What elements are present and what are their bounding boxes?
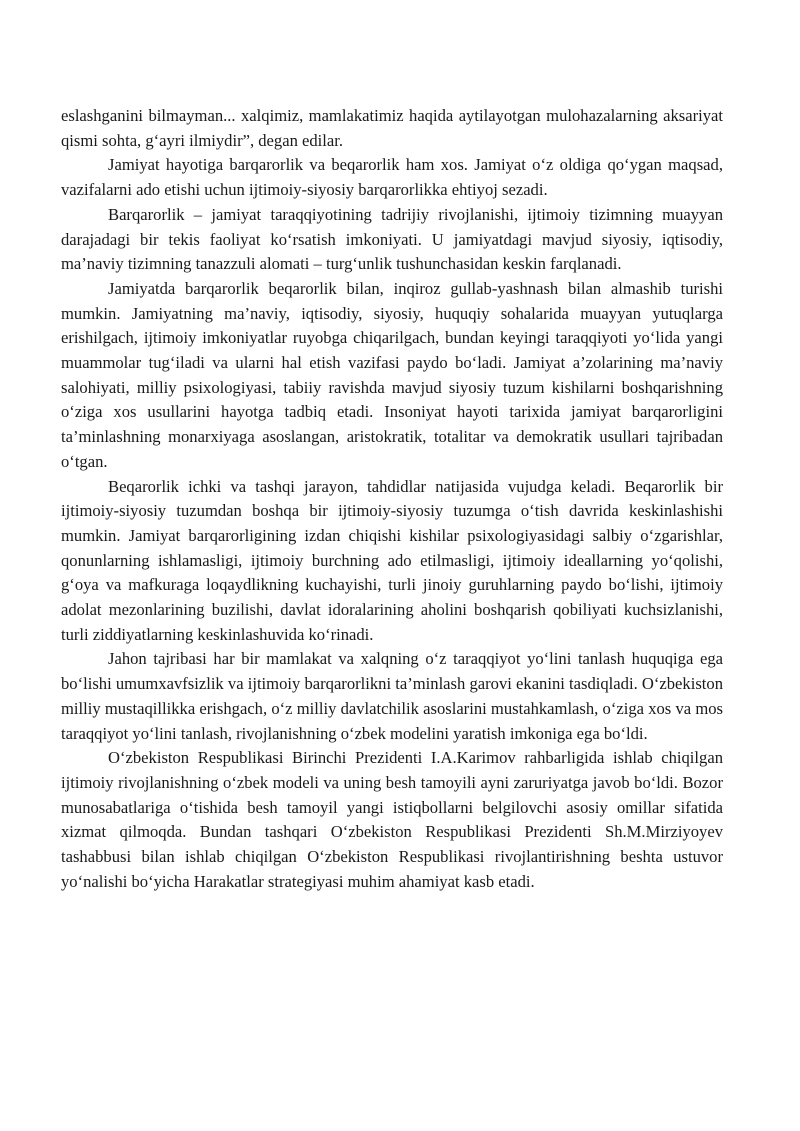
paragraph: O‘zbekiston Respublikasi Birinchi Prezidenti I.A.Karimov rahbarligida ishlab chiqilgan ijtimoiy rivojlanishning o‘zbek modeli va uning besh tamoyili ayni zaruriyatga javob bo‘ldi. Bozor munosabatlariga o‘tishida besh tamoyil yangi istiqbollarni belgilovchi asosiy omillar sifatida xizmat qilmoqda. Bundan tashqari O‘zbekiston Respublikasi Prezidenti Sh.M.Mirziyoyev tashabbusi bilan ishlab chiqilgan O‘zbekiston Respublikasi rivojlantirishning beshta ustuvor yo‘nalishi bo‘yicha Harakatlar strategiyasi muhim ahamiyat kasb etadi. [61,748,723,891]
document-page [61,104,723,895]
paragraph: Barqarorlik – jamiyat taraqqiyotining tadrijiy rivojlanishi, ijtimoiy tizimning muayyan darajadagi bir tekis faoliyat ko‘rsatish imkoniyati. U jamiyatdagi mavjud siyosiy, iqtisodiy, ma’naviy tizimning tanazzuli alomati – turg‘unlik tushunchasidan keskin farqlanadi. [61,204,723,274]
paragraph: Jamiyatda barqarorlik beqarorlik bilan, inqiroz gullab-yashnash bilan almashib turishi mumkin. Jamiyatning ma’naviy, iqtisodiy, siyosiy, huquqiy sohalarida muayyan yutuqlarga erishilgach, ijtimoiy imkoniyatlar ruyobga chiqarilgach, bundan keyingi taraqqiyoti yo‘lida yangi muammolar tug‘iladi va ularni hal etish vazifasi paydo bo‘ladi. Jamiyat a’zolarining ma’naviy salohiyati, milliy psixologiyasi, tabiiy ravishda mavjud siyosiy tuzum kishilarni boshqarishning o‘ziga xos usullarini hayotga tadbiq etadi. Insoniyat hayoti tarixida jamiyat barqarorligini ta’minlashning monarxiyaga asoslangan, aristokratik, totalitar va demokratik usullari tajribadan o‘tgan. [61,278,723,471]
paragraph: Jamiyat hayotiga barqarorlik va beqarorlik ham xos. Jamiyat o‘z oldiga qo‘ygan maqsad, vazifalarni ado etishi uchun ijtimoiy-siyosiy barqarorlikka ehtiyoj sezadi. [61,155,723,200]
paragraph: Beqarorlik ichki va tashqi jarayon, tahdidlar natijasida vujudga keladi. Beqarorlik bir ijtimoiy-siyosiy tuzumdan boshqa bir ijtimoiy-siyosiy tuzumga o‘tish davrida keskinlashishi mumkin. Jamiyat barqarorligining izdan chiqishi kishilar psixologiyasidagi salbiy o‘zgarishlar, qonunlarning ishlamasligi, ijtimoiy burchning ado etilmasligi, ijtimoiy ideallarning yo‘qolishi, g‘oya va mafkuraga loqaydlikning kuchayishi, turli jinoiy guruhlarning paydo bo‘lishi, ijtimoiy adolat mezonlarining buzilishi, davlat idoralarining aholini boshqarish qobiliyati kuchsizlanishi, turli ziddiyatlarning keskinlashuvida ko‘rinadi. [61,476,723,644]
paragraph-continuation: eslashganini bilmayman... xalqimiz, mamlakatimiz haqida aytilayotgan mulohazalarning aksariyat qismi sohta, g‘ayri ilmiydir”, degan edilar. [61,106,723,150]
paragraph: Jahon tajribasi har bir mamlakat va xalqning o‘z taraqqiyot yo‘lini tanlash huquqiga ega bo‘lishi umumxavfsizlik va ijtimoiy barqarorlikni ta’minlash garovi ekanini tasdiqladi. O‘zbekiston milliy mustaqillikka erishgach, o‘z milliy davlatchilik asoslarini mustahkamlash, o‘ziga xos va mos taraqqiyot yo‘lini tanlash, rivojlanishning o‘zbek modelini yaratish imkoniga ega bo‘ldi. [61,649,723,743]
